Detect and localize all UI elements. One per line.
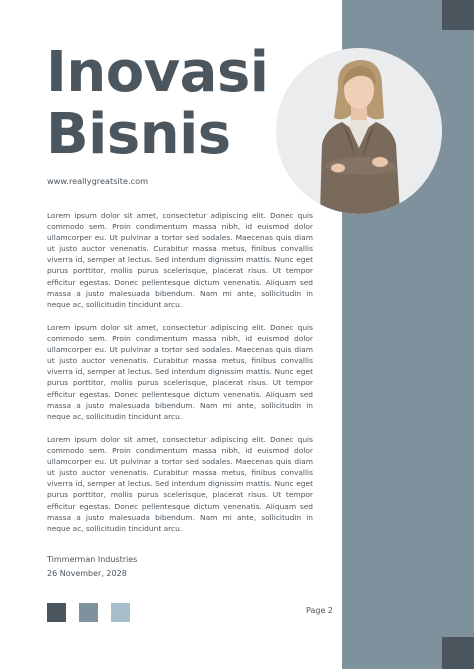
- portrait-illustration: [276, 48, 442, 214]
- document-date: 26 November, 2028: [47, 569, 127, 578]
- page-title: [46, 42, 269, 166]
- body-paragraph-1: Lorem ipsum dolor sit amet, consectetur adipiscing elit. Donec quis commodo sem. Proin condimentum massa nibh, id euismod dolor ullamcorper eu. Ut pulvinar a tortor sed sodales. Maecenas quis diam ut justo auctor venenatis. Curabitur massa metus, finibus convallis viverra id, semper at lectus. Sed interdum dignissim mattis. Nunc eget purus porttitor, mollis purus scelerisque, placerat risus. Ut tempor efficitur egestas. Donec pellentesque dictum venenatis. Aliquam sed massa a justo malesuada bibendum. Nam mi ante, sollicitudin in neque ac, sollicitudin tincidunt arcu.: [47, 211, 313, 309]
- corner-accent-bottom: [442, 637, 474, 669]
- portrait-photo: [276, 48, 442, 214]
- color-swatch-mid: [79, 603, 98, 622]
- corner-accent-top: [442, 0, 474, 30]
- body-paragraph-2: Lorem ipsum dolor sit amet, consectetur adipiscing elit. Donec quis commodo sem. Proin condimentum massa nibh, id euismod dolor ullamcorper eu. Ut pulvinar a tortor sed sodales. Maecenas quis diam ut justo auctor venenatis. Curabitur massa metus, finibus convallis viverra id, semper at lectus. Sed interdum dignissim mattis. Nunc eget purus porttitor, mollis purus scelerisque, placerat risus. Ut tempor efficitur egestas. Donec pellentesque dictum venenatis. Aliquam sed massa a justo malesuada bibendum. Nam mi ante, sollicitudin in neque ac, sollicitudin tincidunt arcu.: [47, 323, 313, 421]
- color-swatch-dark: [47, 603, 66, 622]
- title-line-1: Inovasi: [46, 40, 269, 105]
- website-link[interactable]: www.reallygreatsite.com: [47, 176, 149, 186]
- page-number: Page 2: [306, 606, 333, 615]
- company-name: Timmerman Industries: [47, 555, 138, 564]
- color-swatch-light: [111, 603, 130, 622]
- body-paragraph-3: Lorem ipsum dolor sit amet, consectetur adipiscing elit. Donec quis commodo sem. Proin condimentum massa nibh, id euismod dolor ullamcorper eu. Ut pulvinar a tortor sed sodales. Maecenas quis diam ut justo auctor venenatis. Curabitur massa metus, finibus convallis viverra id, semper at lectus. Sed interdum dignissim mattis. Nunc eget purus porttitor, mollis purus scelerisque, placerat risus. Ut tempor efficitur egestas. Donec pellentesque dictum venenatis. Aliquam sed massa a justo malesuada bibendum. Nam mi ante, sollicitudin in neque ac, sollicitudin tincidunt arcu.: [47, 435, 313, 533]
- title-line-2: Bisnis: [46, 102, 231, 167]
